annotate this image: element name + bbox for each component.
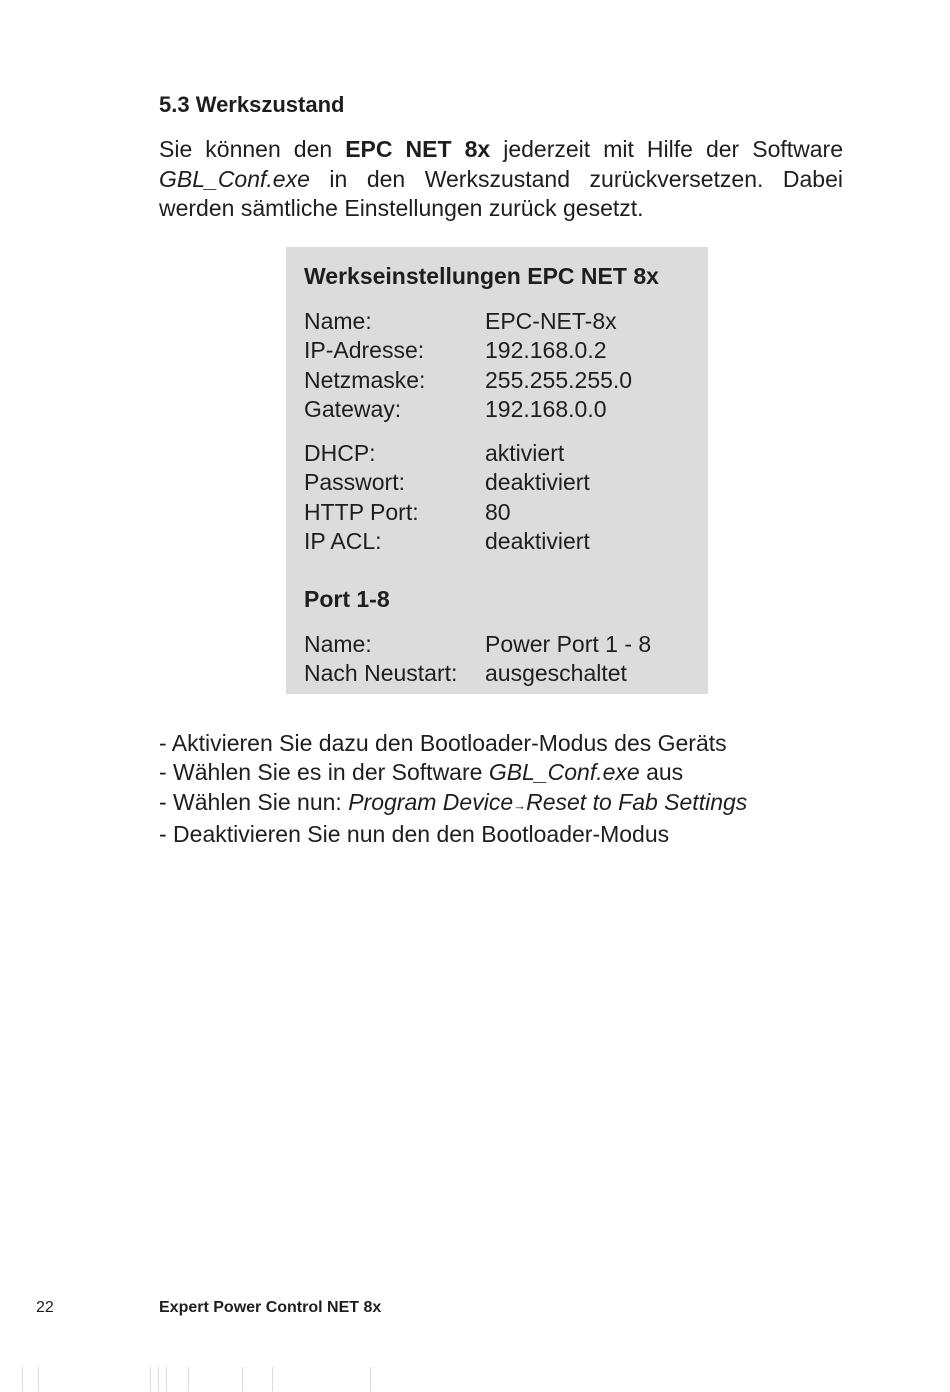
step-2-software: GBL_Conf.exe [488,759,640,786]
step-3 [159,788,747,820]
setting-value: Power Port 1 - 8 [485,631,652,657]
setting-value: deaktiviert [485,469,590,496]
factory-settings-box [286,247,708,694]
setting-row-gateway [304,395,632,424]
step-4: - Deaktivieren Sie nun den den Bootloader-Modus [159,820,670,847]
intro-paragraph [159,135,843,224]
step-3-text: - Wählen Sie nun: [159,788,349,815]
setting-key: HTTP Port: [304,498,419,525]
footer-title: Expert Power Control NET 8x [159,1299,382,1316]
setting-key: Nach Neustart: [304,660,458,687]
intro-text-1: Sie können den [159,136,346,162]
scan-mark [158,1367,159,1391]
factory-settings-title: Werkseinstellungen EPC NET 8x [304,263,659,289]
step-2 [159,758,747,787]
scan-mark [272,1367,273,1391]
scan-mark [150,1367,151,1391]
step-1: - Aktivieren Sie dazu den Bootloader-Modus des Geräts [159,730,727,756]
setting-value: 80 [485,498,511,525]
scan-mark [22,1367,23,1391]
setting-row-password [304,468,590,497]
setting-value: aktiviert [485,440,565,466]
setting-row-dhcp [304,439,590,468]
setting-key: IP ACL: [304,527,382,554]
scan-mark [370,1367,371,1391]
menu-item-program-device: Program Device [348,788,514,815]
step-2-text: - Wählen Sie es in der Software [159,759,489,786]
port-settings-list [304,630,651,689]
setting-key: DHCP: [304,440,376,466]
intro-text-3: in den Werkszustand zurückversetzen. Dabei werden sämtliche Einstellungen zurück gesetzt. [159,165,843,221]
setting-row-netmask [304,366,632,395]
setting-value: deaktiviert [485,527,590,554]
instruction-steps [159,729,747,849]
scan-mark [166,1367,167,1391]
ports-subtitle: Port 1-8 [304,586,390,612]
setting-value: 192.168.0.2 [485,337,607,364]
menu-item-reset: Reset to Fab Settings [526,788,748,815]
setting-row-after-restart [304,659,651,688]
intro-software-name: GBL_Conf.exe [159,165,310,192]
service-settings-list [304,439,590,556]
arrow-right-icon: → [513,797,527,813]
setting-key: IP-Adresse: [304,337,425,364]
intro-text-2: jederzeit mit Hilfe der Software [490,136,843,162]
setting-value: EPC-NET-8x [485,308,617,334]
setting-row-http-port [304,498,590,527]
setting-key: Gateway: [304,395,402,422]
scan-mark [242,1367,243,1391]
setting-row-ip-acl [304,527,590,556]
setting-key: Name: [304,308,372,334]
page-number: 22 [36,1299,54,1316]
section-heading: 5.3 Werkszustand [159,92,345,117]
network-settings-list [304,307,632,424]
scan-mark [188,1367,189,1391]
scan-margin-marks [0,1367,950,1392]
setting-row-port-name [304,630,651,659]
setting-value: 255.255.255.0 [485,366,633,393]
step-3-menu-path [348,789,747,815]
setting-key: Name: [304,631,372,657]
setting-value: ausgeschaltet [485,660,627,687]
scan-mark [38,1367,39,1391]
setting-key: Netzmaske: [304,366,426,393]
setting-row-ip [304,336,632,365]
setting-row-name [304,307,632,336]
step-2-suffix: aus [639,759,684,786]
setting-key: Passwort: [304,469,405,496]
setting-value: 192.168.0.0 [485,395,607,422]
intro-product-name: EPC NET 8x [345,136,491,162]
